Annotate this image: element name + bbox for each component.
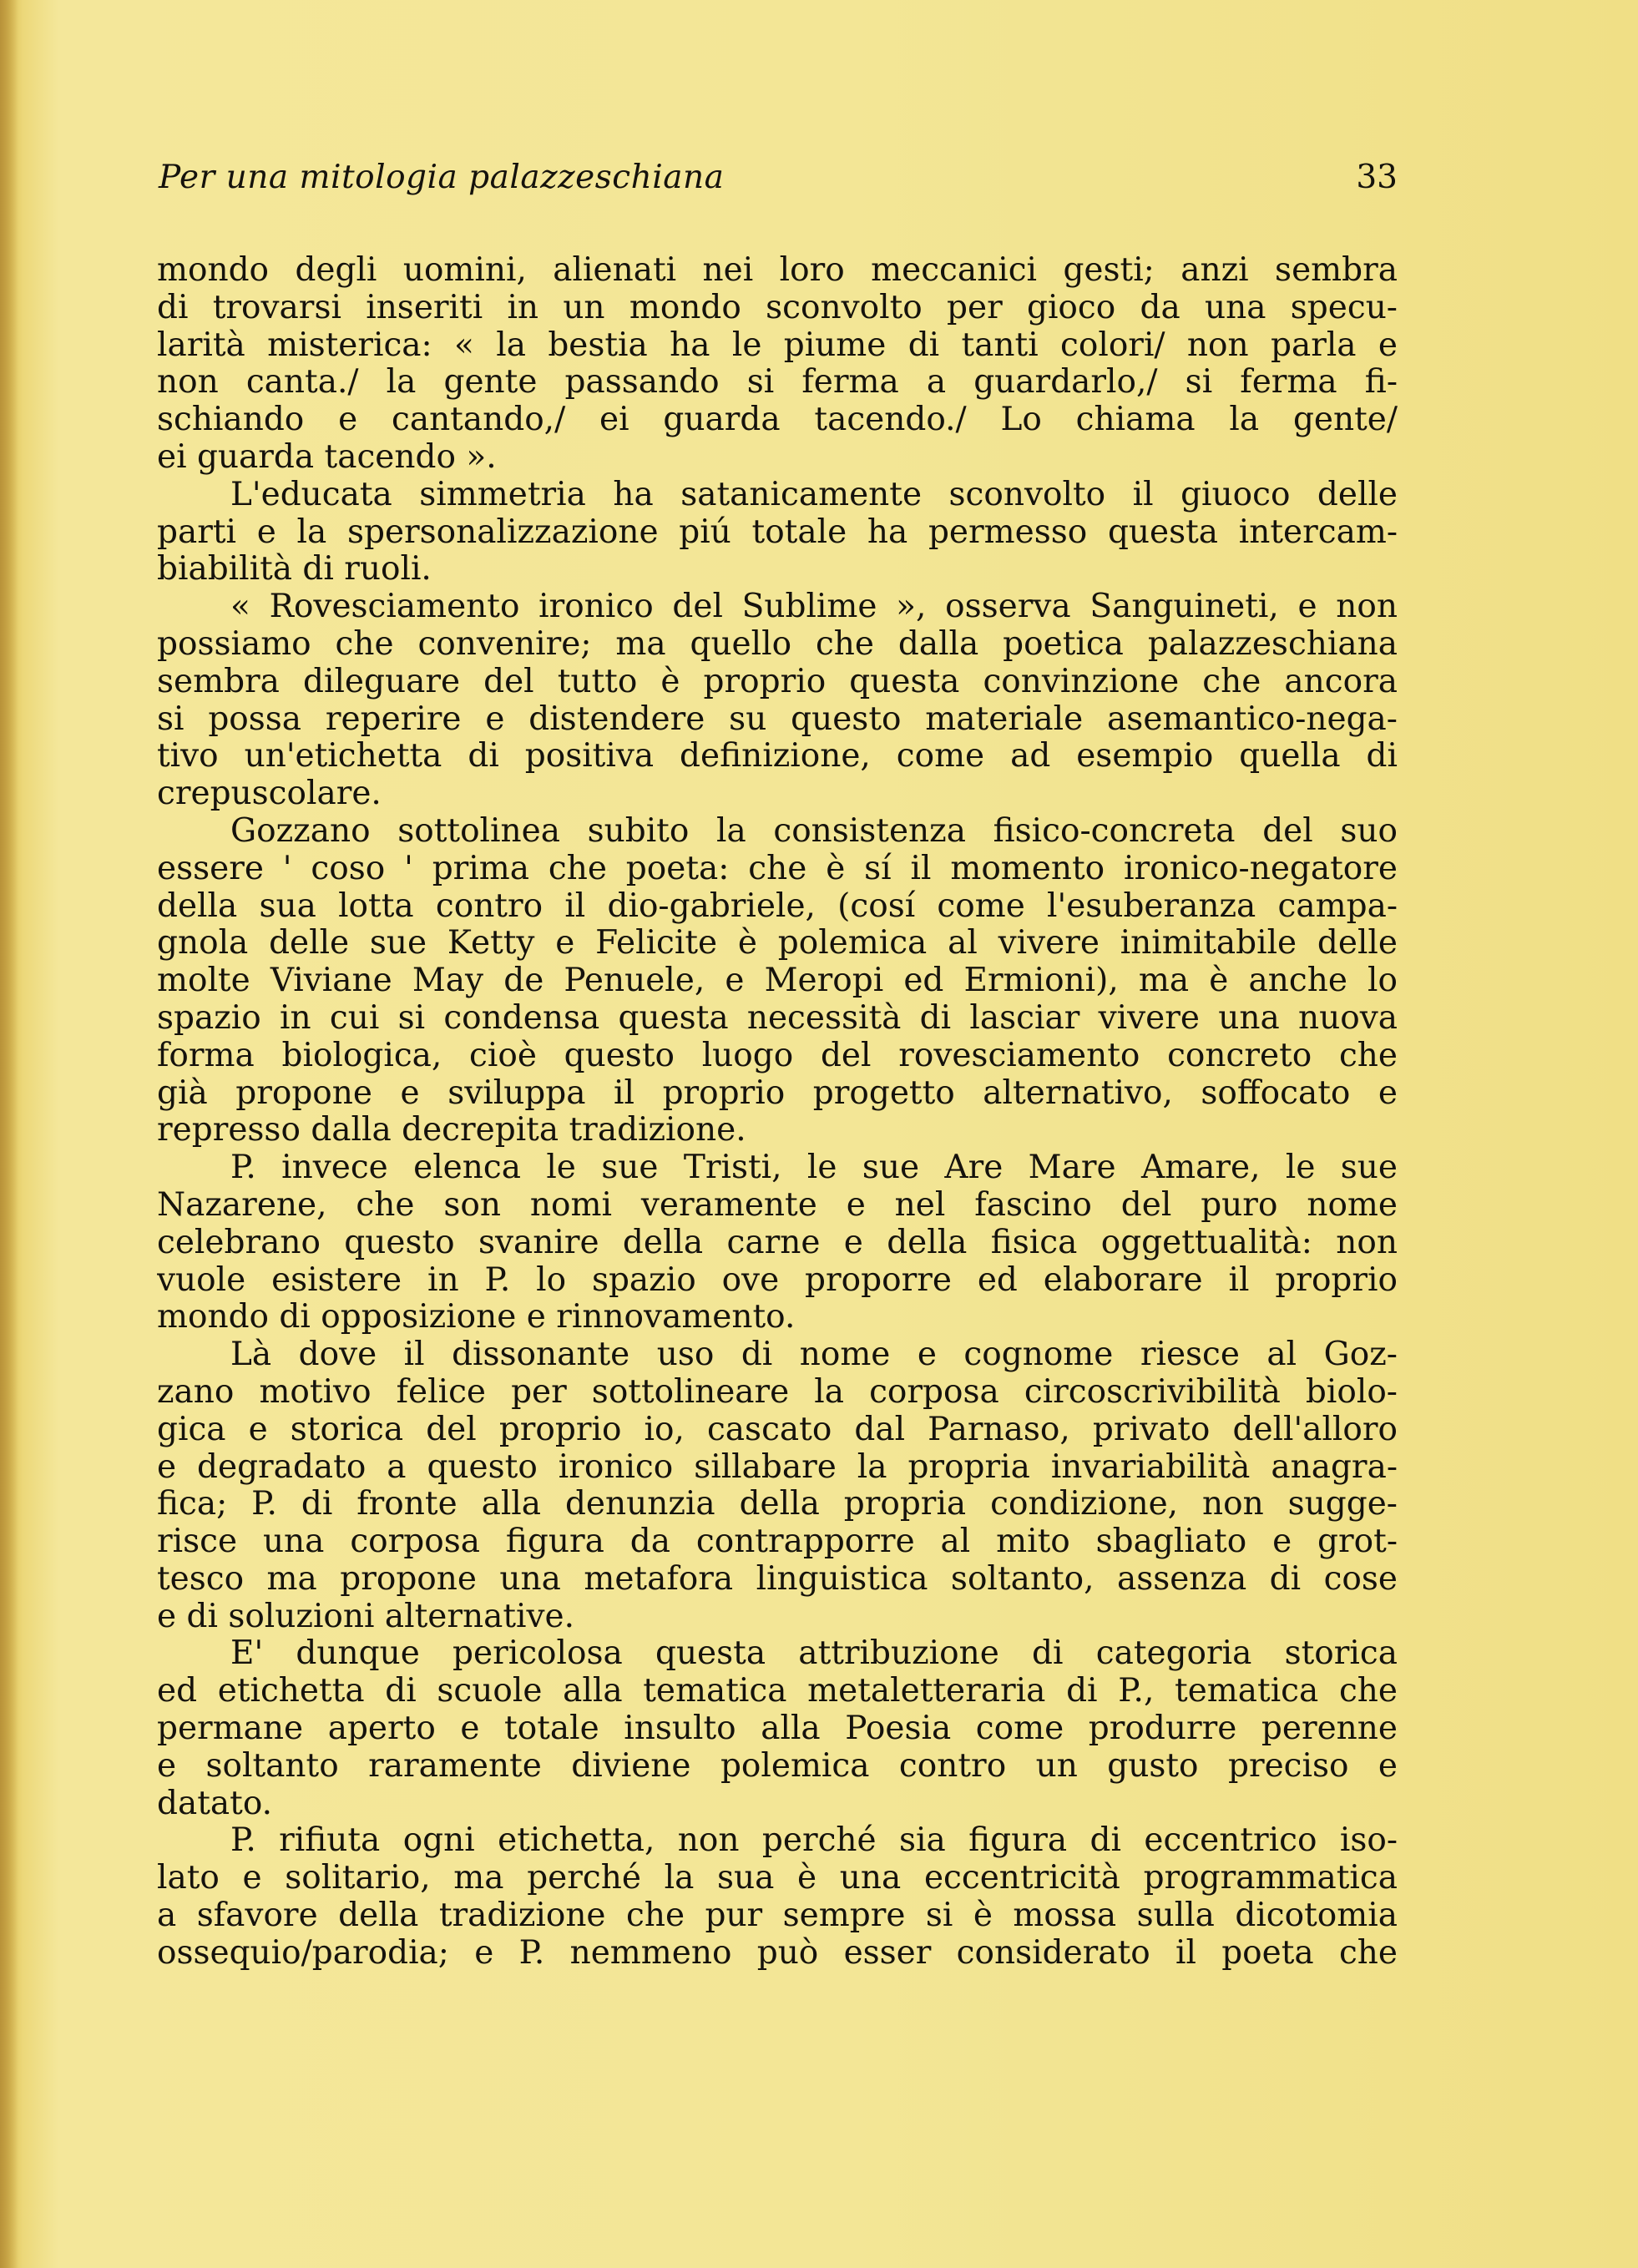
paragraph [157,588,1398,813]
text-line: molte Viviane May de Penuele, e Meropi ed Ermioni), ma è anche lo [157,962,1398,1000]
text-line: si possa reperire e distendere su questo materiale asemantico-nega- [157,700,1398,738]
text-line: Là dove il dissonante uso di nome e cognome riesce al Goz- [230,1336,1398,1374]
text-line: Nazarene, che son nomi veramente e nel fascino del puro nome [157,1186,1398,1224]
text-line: spazio in cui si condensa questa necessità di lasciar vivere una nuova [157,999,1398,1037]
text-line: e soltanto raramente diviene polemica contro un gusto preciso e [157,1747,1398,1785]
paragraph [157,477,1398,588]
text-line: e di soluzioni alternative. [157,1598,575,1635]
text-line: E' dunque pericolosa questa attribuzione di categoria storica [230,1635,1398,1673]
text-line: ed etichetta di scuole alla tematica metaletteraria di P., tematica che [157,1673,1398,1710]
text-line: represso dalla decrepita tradizione. [157,1112,746,1149]
text-line: datato. [157,1785,273,1822]
text-line: mondo di opposizione e rinnovamento. [157,1299,796,1336]
text-line: mondo degli uomini, alienati nei loro meccanici gesti; anzi sembra [157,252,1398,289]
paragraph [157,1336,1398,1635]
text-line: ossequio/parodia; e P. nemmeno può esser considerato il poeta che [157,1934,1398,1972]
spine-shadow [0,0,18,2268]
text-line: tivo un'etichetta di positiva definizione, come ad esempio quella di [157,738,1398,775]
text-line: L'educata simmetria ha satanicamente sconvolto il giuoco delle [230,476,1398,513]
text-line: di trovarsi inseriti in un mondo sconvolto per gioco da una specu- [157,289,1398,326]
paragraph [157,252,1398,477]
page-number: 33 [1356,159,1398,196]
text-line: schiando e cantando,/ ei guarda tacendo./ Lo chiama la gente/ [157,402,1398,439]
text-line: gnola delle sue Ketty e Felicite è polemica al vivere inimitabile delle [157,925,1398,962]
text-line: possiamo che convenire; ma quello che dalla poetica palazzeschiana [157,625,1398,663]
text-line: essere ' coso ' prima che poeta: che è sí il momento ironico-negatore [157,850,1398,887]
text-line: P. rifiuta ogni etichetta, non perché sia figura di eccentrico iso- [230,1822,1398,1860]
text-line: crepuscolare. [157,775,382,813]
text-line: ei guarda tacendo ». [157,438,497,476]
text-line: già propone e sviluppa il proprio progetto alternativo, soffocato e [157,1074,1398,1112]
running-head-title: Per una mitologia palazzeschiana [159,159,725,196]
text-line: P. invece elenca le sue Tristi, le sue Are Mare Amare, le sue [230,1149,1398,1187]
text-line: tesco ma propone una metafora linguistica soltanto, assenza di cose [157,1560,1398,1598]
text-line: Gozzano sottolinea subito la consistenza fisico-concreta del suo [230,812,1398,850]
text-line: a sfavore della tradizione che pur sempre si è mossa sulla dicotomia [157,1897,1398,1935]
text-line: parti e la spersonalizzazione piú totale ha permesso questa intercam- [157,513,1398,551]
text-line: biabilità di ruoli. [157,551,432,588]
text-line: fica; P. di fronte alla denunzia della propria condizione, non sugge- [157,1486,1398,1523]
text-line: gica e storica del proprio io, cascato dal Parnaso, privato dell'alloro [157,1411,1398,1448]
text-line: vuole esistere in P. lo spazio ove proporre ed elaborare il proprio [157,1261,1398,1299]
text-line: e degradato a questo ironico sillabare la propria invariabilità anagra- [157,1448,1398,1486]
text-line: « Rovesciamento ironico del Sublime », osserva Sanguineti, e non [230,588,1398,626]
text-line: lato e solitario, ma perché la sua è una eccentricità programmatica [157,1860,1398,1897]
paragraph [157,1635,1398,1822]
text-line: permane aperto e totale insulto alla Poesia come produrre perenne [157,1710,1398,1748]
text-line: non canta./ la gente passando si ferma a guardarlo,/ si ferma fi- [157,364,1398,402]
text-line: risce una corposa figura da contrapporre al mito sbagliato e grot- [157,1523,1398,1561]
text-line: celebrano questo svanire della carne e della fisica oggettualità: non [157,1224,1398,1261]
running-head [159,159,1398,209]
paragraph [157,813,1398,1149]
paragraph [157,1822,1398,1972]
text-line: forma biologica, cioè questo luogo del rovesciamento concreto che [157,1037,1398,1074]
text-line: zano motivo felice per sottolineare la corposa circoscrivibilità biolo- [157,1373,1398,1411]
paragraph [157,1149,1398,1336]
body-text [157,252,1398,1973]
text-line: della sua lotta contro il dio-gabriele, (cosí come l'esuberanza campa- [157,887,1398,925]
text-line: sembra dileguare del tutto è proprio questa convinzione che ancora [157,663,1398,700]
text-line: larità misterica: « la bestia ha le piume di tanti colori/ non parla e [157,326,1398,364]
